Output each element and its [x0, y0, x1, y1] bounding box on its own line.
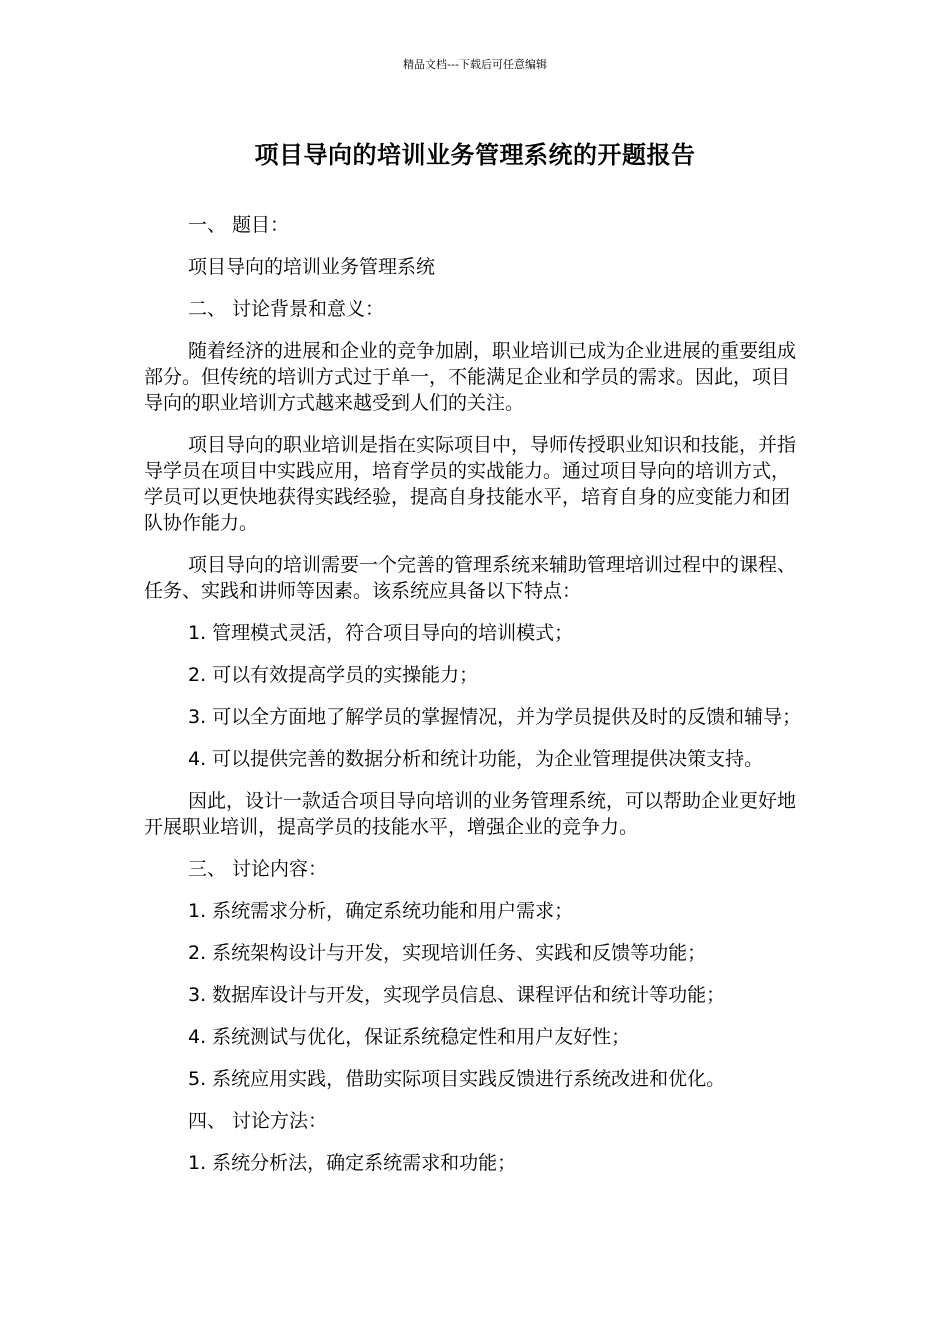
section-heading-topic: 一、 题目： — [188, 214, 290, 236]
section-heading-content: 三、 讨论内容： — [188, 858, 328, 880]
section-heading-method: 四、 讨论方法： — [188, 1110, 328, 1132]
topic-text: 项目导向的培训业务管理系统 — [188, 256, 436, 278]
content-item-3: 3. 数据库设计与开发，实现学员信息、课程评估和统计等功能； — [188, 984, 726, 1006]
background-paragraph-3: 项目导向的培训需要一个完善的管理系统来辅助管理培训过程中的课程、任务、实践和讲师等因素。该系统应具备以下特点： — [144, 554, 797, 602]
content-item-4: 4. 系统测试与优化，保证系统稳定性和用户友好性； — [188, 1026, 631, 1048]
method-item-1: 1. 系统分析法，确定系统需求和功能； — [188, 1152, 517, 1174]
content-item-5: 5. 系统应用实践，借助实际项目实践反馈进行系统改进和优化。 — [188, 1068, 726, 1090]
content-item-2: 2. 系统架构设计与开发，实现培训任务、实践和反馈等功能； — [188, 942, 707, 964]
feature-item-4: 4. 可以提供完善的数据分析和统计功能，为企业管理提供决策支持。 — [188, 748, 764, 770]
feature-item-1: 1. 管理模式灵活，符合项目导向的培训模式； — [188, 622, 574, 644]
section-heading-background: 二、 讨论背景和意义： — [188, 298, 385, 320]
document-body — [144, 212, 806, 1192]
feature-item-2: 2. 可以有效提高学员的实操能力； — [188, 664, 479, 686]
background-paragraph-2: 项目导向的职业培训是指在实际项目中，导师传授职业知识和技能，并指导学员在项目中实践应用，培育学员的实战能力。通过项目导向的培训方式，学员可以更快地获得实践经验，提高自身技能水平，培育自身的应变能力和团队协作能力。 — [144, 434, 797, 534]
content-item-1: 1. 系统需求分析，确定系统功能和用户需求； — [188, 900, 574, 922]
background-paragraph-1: 随着经济的进展和企业的竞争加剧，职业培训已成为企业进展的重要组成部分。但传统的培训方式过于单一，不能满足企业和学员的需求。因此，项目导向的职业培训方式越来越受到人们的关注。 — [144, 340, 797, 414]
background-conclusion: 因此，设计一款适合项目导向培训的业务管理系统，可以帮助企业更好地开展职业培训，提高学员的技能水平，增强企业的竞争力。 — [144, 790, 797, 838]
page-header: 精品文档---下载后可任意编辑 — [403, 58, 547, 71]
feature-item-3: 3. 可以全方面地了解学员的掌握情况，并为学员提供及时的反馈和辅导； — [188, 706, 802, 728]
document-title: 项目导向的培训业务管理系统的开题报告 — [254, 141, 696, 169]
